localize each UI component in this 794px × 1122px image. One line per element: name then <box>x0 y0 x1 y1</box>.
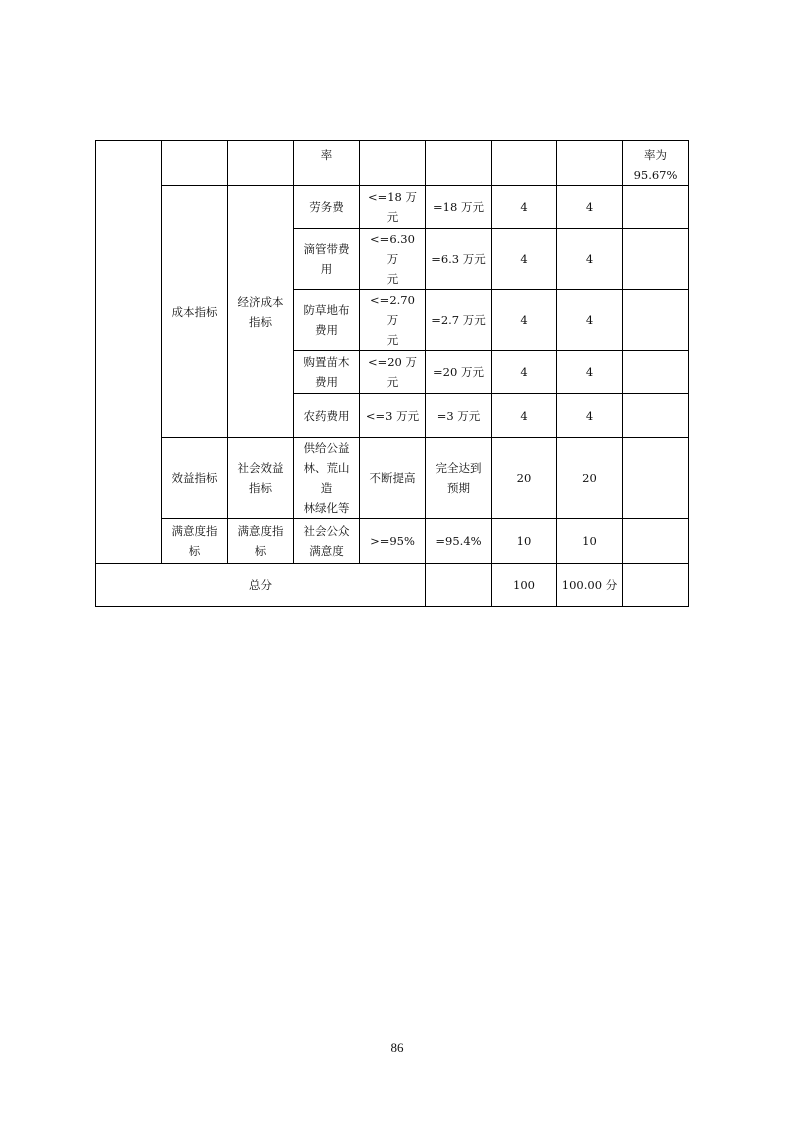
table-cell: 率为 95.67% <box>623 141 689 186</box>
weight-cell: 20 <box>492 438 557 519</box>
table-cell <box>623 229 689 290</box>
table-cell <box>492 141 557 186</box>
table-cell <box>623 290 689 351</box>
item-cell: 防草地布 费用 <box>294 290 360 351</box>
score-cell: 4 <box>557 186 623 229</box>
actual-cell: =20 万元 <box>426 351 492 394</box>
subcategory-cell: 经济成本 指标 <box>228 186 294 438</box>
score-cell: 20 <box>557 438 623 519</box>
target-cell: <=2.70 万 元 <box>360 290 426 351</box>
actual-cell: =2.7 万元 <box>426 290 492 351</box>
item-cell: 社会公众 满意度 <box>294 519 360 564</box>
table-cell <box>162 141 228 186</box>
target-cell: <=3 万元 <box>360 394 426 438</box>
total-score: 100.00 分 <box>557 564 623 607</box>
category-cell: 满意度指 标 <box>162 519 228 564</box>
table-cell: 率 <box>294 141 360 186</box>
table-row <box>96 186 689 229</box>
table-cell <box>623 519 689 564</box>
item-cell: 购置苗木 费用 <box>294 351 360 394</box>
actual-cell: =95.4% <box>426 519 492 564</box>
subcategory-cell: 社会效益 指标 <box>228 438 294 519</box>
target-cell: <=20 万元 <box>360 351 426 394</box>
table-cell <box>96 141 162 564</box>
target-cell: <=18 万元 <box>360 186 426 229</box>
table-cell <box>623 394 689 438</box>
total-label: 总分 <box>96 564 426 607</box>
table-cell <box>360 141 426 186</box>
weight-cell: 4 <box>492 351 557 394</box>
actual-cell: =3 万元 <box>426 394 492 438</box>
weight-cell: 4 <box>492 186 557 229</box>
score-cell: 4 <box>557 394 623 438</box>
table-row <box>96 438 689 519</box>
weight-cell: 4 <box>492 290 557 351</box>
total-row <box>96 564 689 607</box>
category-cell: 效益指标 <box>162 438 228 519</box>
performance-table <box>95 140 689 607</box>
table-cell <box>228 141 294 186</box>
table-cell <box>623 564 689 607</box>
item-cell: 劳务费 <box>294 186 360 229</box>
table-cell <box>623 438 689 519</box>
target-cell: >=95% <box>360 519 426 564</box>
table-cell <box>557 141 623 186</box>
weight-cell: 4 <box>492 229 557 290</box>
subcategory-cell: 满意度指 标 <box>228 519 294 564</box>
total-weight: 100 <box>492 564 557 607</box>
score-cell: 4 <box>557 229 623 290</box>
score-cell: 10 <box>557 519 623 564</box>
page-number: 86 <box>390 1040 404 1055</box>
actual-cell: 完全达到 预期 <box>426 438 492 519</box>
target-cell: 不断提高 <box>360 438 426 519</box>
table-row <box>96 519 689 564</box>
weight-cell: 4 <box>492 394 557 438</box>
item-cell: 滴管带费 用 <box>294 229 360 290</box>
score-cell: 4 <box>557 351 623 394</box>
score-cell: 4 <box>557 290 623 351</box>
target-cell: <=6.30 万 元 <box>360 229 426 290</box>
category-cell: 成本指标 <box>162 186 228 438</box>
table-cell <box>623 351 689 394</box>
actual-cell: =18 万元 <box>426 186 492 229</box>
table-cell <box>426 564 492 607</box>
item-cell: 农药费用 <box>294 394 360 438</box>
table-cell <box>426 141 492 186</box>
table-row <box>96 141 689 186</box>
actual-cell: =6.3 万元 <box>426 229 492 290</box>
table-cell <box>623 186 689 229</box>
weight-cell: 10 <box>492 519 557 564</box>
item-cell: 供给公益 林、荒山造 林绿化等 <box>294 438 360 519</box>
